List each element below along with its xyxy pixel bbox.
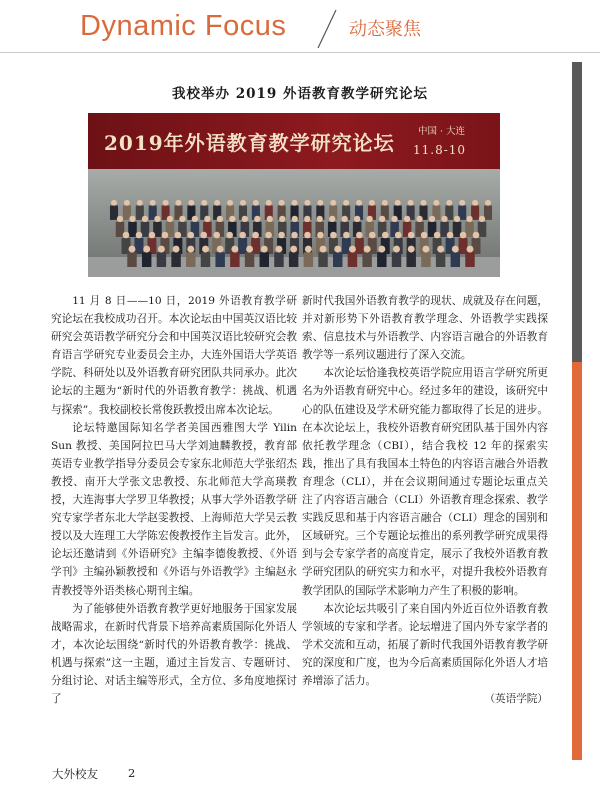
paragraph: 本次论坛恰逢我校英语学院应用语言学研究所更名为外语教育研究中心。经过多年的建设，该研究中心的队伍建设及学术研究能力都取得了长足的进步。在本次论坛上，我校外语教育研究团队基于国外内容依托教学理念（CBI），结合我校 12 年的探索实践，推出了具有我国本土特色的内容语言融合外语教育理念（CLI），并在会议期间通过专题论坛重点关注了内容语言融合（CLI）外语教育理念探索、教学实践反思和基于内容语言融合（CLI）理念的国别和区域研究。三个专题论坛推出的系列教学研究成果得到与会专家学者的高度肯定，展示了我校外语教育教学研究团队的研究实力和水平，对提升我校外语教育教学团队的国际学术影响力产生了积极的影响。	[302, 367, 548, 597]
person-head	[304, 200, 310, 206]
person-head	[129, 216, 135, 222]
person-body	[333, 252, 342, 267]
person-head	[252, 232, 259, 239]
person-head	[408, 232, 415, 239]
person-head	[279, 216, 285, 222]
person-head	[129, 246, 136, 253]
group-photo	[88, 113, 500, 277]
paragraph: 新时代我国外语教育教学的现状、成就及存在问题，并对新形势下外语教育教学理念、外语教学实践探索、信息技术与外语教学、内容语言融合的外语教育教学等一系列议题进行了深入交流。	[302, 295, 548, 362]
person-head	[452, 246, 459, 253]
person-head	[395, 200, 401, 206]
person-head	[343, 200, 349, 206]
person-head	[382, 200, 388, 206]
person-head	[261, 246, 268, 253]
person-head	[367, 216, 373, 222]
person-body	[215, 252, 224, 267]
side-accent-bar-orange	[572, 362, 582, 760]
person-body	[355, 238, 364, 254]
person-head	[217, 246, 224, 253]
person-head	[253, 200, 259, 206]
paragraph: 本次论坛共吸引了来自国内外近百位外语教育教学领域的专家和学者。论坛增进了国内外专家学者的学术交流和互动，拓展了新时代我国外语教育教学研究的深度和广度，也为今后高素质国际化外语人才培养增添了活力。	[302, 602, 548, 687]
person-head	[429, 216, 435, 222]
person-head	[292, 200, 298, 206]
article-title: 我校举办 2019 外语教育教学研究论坛	[172, 86, 428, 102]
person-body	[274, 252, 283, 267]
person-head	[167, 216, 173, 222]
person-head	[137, 200, 143, 206]
person-body	[459, 238, 468, 254]
banner-title: 2019年外语教育教学研究论坛	[104, 131, 395, 155]
person-head	[479, 216, 485, 222]
header-divider	[0, 52, 600, 53]
person-head	[162, 232, 169, 239]
person-head	[317, 216, 323, 222]
person-head	[143, 246, 150, 253]
person-head	[354, 216, 360, 222]
section-title-en: Dynamic Focus	[80, 10, 287, 42]
person-body	[230, 252, 239, 267]
person-head	[330, 232, 337, 239]
person-head	[329, 216, 335, 222]
person-head	[379, 216, 385, 222]
section-title-cn: 动态聚焦	[349, 19, 421, 40]
person-head	[204, 216, 210, 222]
person-head	[378, 246, 385, 253]
person-head	[175, 232, 182, 239]
person-head	[473, 232, 480, 239]
person-head	[446, 200, 452, 206]
person-head	[408, 246, 415, 253]
person-head	[304, 232, 311, 239]
person-head	[459, 200, 465, 206]
person-head	[408, 200, 414, 206]
person-head	[188, 200, 194, 206]
person-head	[231, 246, 238, 253]
person-body	[348, 252, 357, 267]
person-head	[254, 216, 260, 222]
person-body	[436, 252, 445, 267]
person-head	[421, 200, 427, 206]
person-head	[369, 232, 376, 239]
person-head	[123, 232, 130, 239]
footer-page-number: 2	[128, 766, 136, 780]
person-head	[136, 232, 143, 239]
person-body	[362, 252, 371, 267]
person-head	[217, 216, 223, 222]
person-body	[304, 252, 313, 267]
person-head	[434, 232, 441, 239]
person-body	[377, 252, 386, 267]
person-head	[200, 232, 207, 239]
person-head	[214, 200, 220, 206]
person-head	[265, 232, 272, 239]
person-body	[289, 252, 298, 267]
paragraph: 论坛特邀国际知名学者美国西雅图大学 Yilin Sun 教授、美国阿拉巴马大学刘迪麟教授，教育部英语专业教学指导分委员会专家东北师范大学张绍杰教授、南开大学张文忠教授、东北师范大学高瑛教授，大连海事大学罗卫华教授；从事大学外语教学研究专家学者东北大学赵雯教授、上海师范大学吴云教授以及大连理工大学陈宏俊教授作主旨发言。此外，论坛还邀请到《外语研究》主编李德俊教授、《外语学刊》主编孙颖教授和《外语与外语教学》主编赵永青教授等外语类核心期刊主编。	[51, 421, 297, 597]
person-head	[111, 200, 117, 206]
person-head	[364, 246, 371, 253]
person-head	[278, 232, 285, 239]
person-head	[246, 246, 253, 253]
person-body	[122, 238, 131, 254]
person-head	[369, 200, 375, 206]
side-accent-bar-dark	[572, 62, 582, 362]
person-head	[343, 232, 350, 239]
person-head	[149, 232, 156, 239]
person-body	[260, 252, 269, 267]
person-body	[142, 252, 151, 267]
person-head	[349, 246, 356, 253]
person-head	[179, 216, 185, 222]
person-head	[466, 216, 472, 222]
person-head	[226, 232, 233, 239]
person-head	[173, 246, 180, 253]
person-head	[421, 232, 428, 239]
group-photo-people	[106, 187, 496, 267]
photo-banner	[88, 113, 500, 169]
person-body	[451, 252, 460, 267]
person-body	[157, 252, 166, 267]
person-head	[467, 246, 474, 253]
person-head	[266, 200, 272, 206]
person-head	[320, 246, 327, 253]
person-body	[318, 252, 327, 267]
divider-slash-icon	[316, 8, 338, 50]
person-body	[251, 238, 260, 254]
person-head	[158, 246, 165, 253]
person-body	[110, 206, 118, 220]
person-head	[291, 232, 298, 239]
banner-date: 11.8-10	[413, 143, 467, 157]
person-head	[202, 246, 209, 253]
person-head	[267, 216, 273, 222]
person-head	[117, 216, 123, 222]
person-head	[275, 246, 282, 253]
paragraph: 11 月 8 日——10 日，2019 外语教育教学研究论坛在我校成功召开。本次论坛由中国英汉语比较研究会英语教学研究分会和中国英汉语比较研究会教育语言学研究专业委员会主办，大连外国语大学英语学院、科研处以及外语教育研究团队共同承办。此次论坛的主题为“新时代的外语教育教学：挑战、机遇与探索”。我校副校长常俊跃教授出席本次论坛。	[51, 295, 297, 416]
person-head	[330, 200, 336, 206]
person-head	[290, 246, 297, 253]
person-head	[447, 232, 454, 239]
person-head	[240, 200, 246, 206]
person-head	[305, 246, 312, 253]
person-head	[242, 216, 248, 222]
person-body	[134, 238, 143, 254]
banner-place: 中国 · 大连	[418, 126, 466, 137]
person-body	[484, 206, 492, 220]
person-head	[124, 200, 130, 206]
person-body	[186, 252, 195, 267]
person-head	[416, 216, 422, 222]
person-head	[404, 216, 410, 222]
person-body	[245, 252, 254, 267]
article-column-left	[51, 292, 297, 708]
person-head	[279, 200, 285, 206]
person-head	[227, 200, 233, 206]
person-head	[437, 246, 444, 253]
paragraph: 为了能够使外语教育教学更好地服务于国家发展战略需求，在新时代背景下培养高素质国际化外语人才，本次论坛围绕“新时代的外语教育教学：挑战、机遇与探索”这一主题，通过主旨发言、专题研讨、分组讨论、对话主编等形式，全方位、多角度地探讨了	[51, 602, 297, 706]
person-head	[213, 232, 220, 239]
person-head	[356, 232, 363, 239]
person-body	[406, 252, 415, 267]
person-head	[433, 200, 439, 206]
person-head	[201, 200, 207, 206]
person-head	[422, 246, 429, 253]
person-head	[472, 200, 478, 206]
person-body	[472, 238, 481, 254]
person-head	[441, 216, 447, 222]
person-head	[382, 232, 389, 239]
person-head	[485, 200, 491, 206]
person-head	[163, 200, 169, 206]
person-body	[201, 252, 210, 267]
person-body	[171, 252, 180, 267]
person-head	[142, 216, 148, 222]
person-head	[356, 200, 362, 206]
person-head	[342, 216, 348, 222]
person-body	[342, 238, 351, 254]
person-head	[292, 216, 298, 222]
person-head	[395, 232, 402, 239]
person-body	[127, 252, 136, 267]
person-head	[188, 232, 195, 239]
person-head	[317, 232, 324, 239]
person-head	[393, 246, 400, 253]
person-body	[128, 222, 137, 237]
article-credit: （英语学院）	[484, 693, 548, 706]
person-body	[238, 238, 247, 254]
person-body	[465, 222, 474, 237]
person-head	[176, 200, 182, 206]
person-body	[421, 252, 430, 267]
footer-magazine-name: 大外校友	[52, 767, 98, 781]
person-head	[150, 200, 156, 206]
person-head	[229, 216, 235, 222]
person-head	[304, 216, 310, 222]
person-head	[154, 216, 160, 222]
person-body	[465, 252, 474, 267]
person-head	[239, 232, 246, 239]
person-head	[454, 216, 460, 222]
person-head	[460, 232, 467, 239]
person-head	[317, 200, 323, 206]
person-body	[392, 252, 401, 267]
person-head	[187, 246, 194, 253]
person-head	[391, 216, 397, 222]
article-column-right	[302, 292, 548, 708]
person-head	[192, 216, 198, 222]
person-head	[334, 246, 341, 253]
